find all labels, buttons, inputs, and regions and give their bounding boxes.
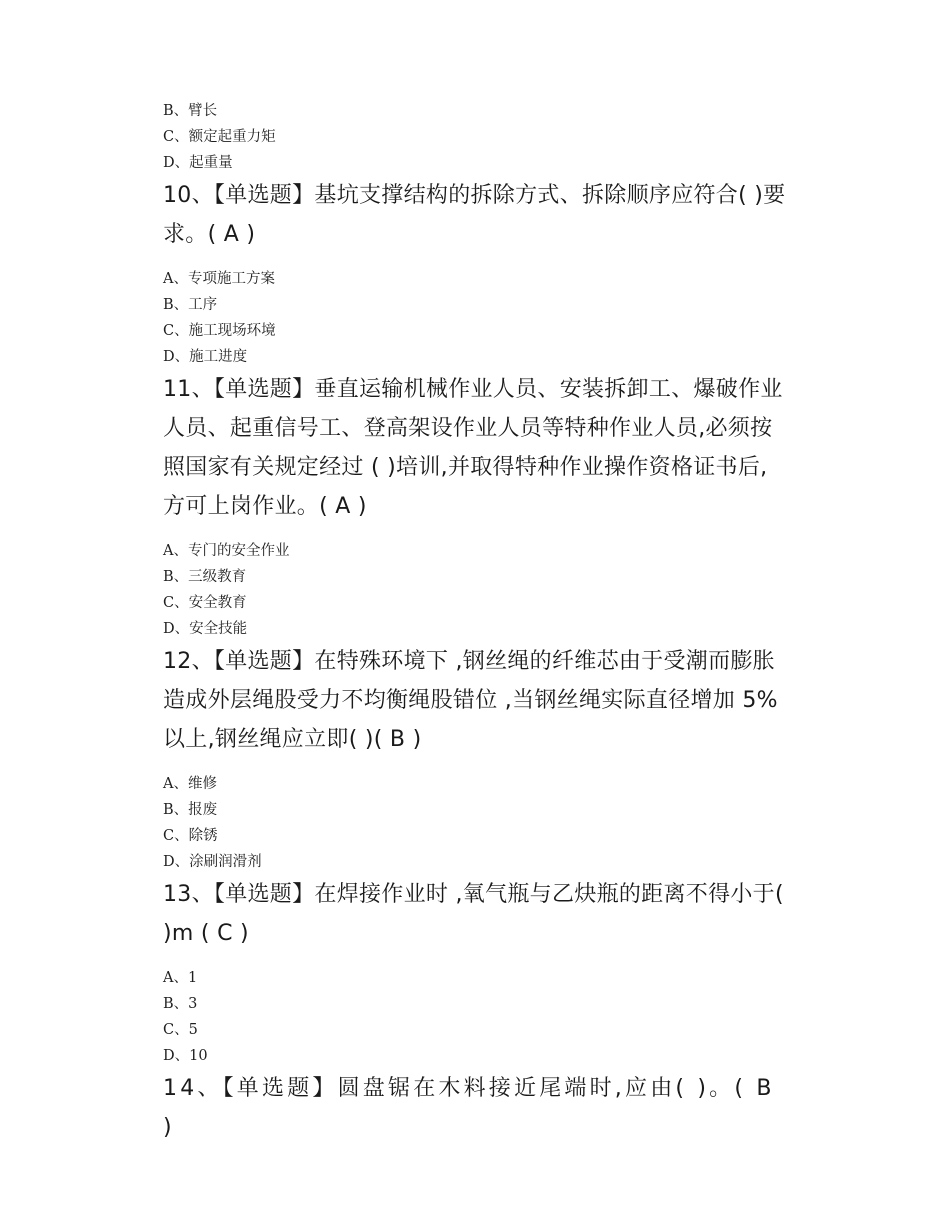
- option-c: C、施工现场环境: [163, 323, 276, 339]
- option-d: D、施工进度: [163, 349, 248, 365]
- option-a: A、维修: [163, 776, 217, 792]
- option-c-rated-moment: C、额定起重力矩: [163, 129, 276, 145]
- option-d: D、涂刷润滑剂: [163, 854, 262, 870]
- question-14: 14、【单选题】圆盘锯在木料接近尾端时,应由( )。( B ): [163, 1076, 775, 1140]
- question-11: 11、【单选题】垂直运输机械作业人员、安装拆卸工、爆破作业人员、起重信号工、登高架设作业人员等特种作业人员,必须按照国家有关规定经过 ( )培训,并取得特种作业操作资格证书后,方可上岗作业。( A ): [163, 377, 783, 519]
- question-12: 12、【单选题】在特殊环境下 ,钢丝绳的纤维芯由于受潮而膨胀造成外层绳股受力不均衡绳股错位 ,当钢丝绳实际直径增加 5%以上,钢丝绳应立即( )( B ): [163, 649, 778, 752]
- question-13: 13、【单选题】在焊接作业时 ,氧气瓶与乙炔瓶的距离不得小于( )m ( C ): [163, 882, 784, 946]
- option-b: B、3: [163, 996, 198, 1012]
- option-c: C、除锈: [163, 828, 218, 844]
- question-10: 10、【单选题】基坑支撑结构的拆除方式、拆除顺序应符合( )要求。( A ): [163, 183, 786, 247]
- question-list: [163, 98, 788, 1159]
- option-a: A、专门的安全作业: [163, 543, 290, 559]
- option-b-arm-length: B、臂长: [163, 103, 218, 119]
- option-b: B、三级教育: [163, 569, 247, 585]
- option-a: A、1: [163, 970, 198, 986]
- option-d: D、10: [163, 1048, 208, 1064]
- option-c: C、安全教育: [163, 595, 247, 611]
- option-a: A、专项施工方案: [163, 271, 275, 287]
- option-d: D、安全技能: [163, 621, 248, 637]
- option-c: C、5: [163, 1022, 198, 1038]
- option-b: B、工序: [163, 297, 218, 313]
- option-d-lifting-weight: D、起重量: [163, 155, 233, 171]
- option-b: B、报废: [163, 802, 218, 818]
